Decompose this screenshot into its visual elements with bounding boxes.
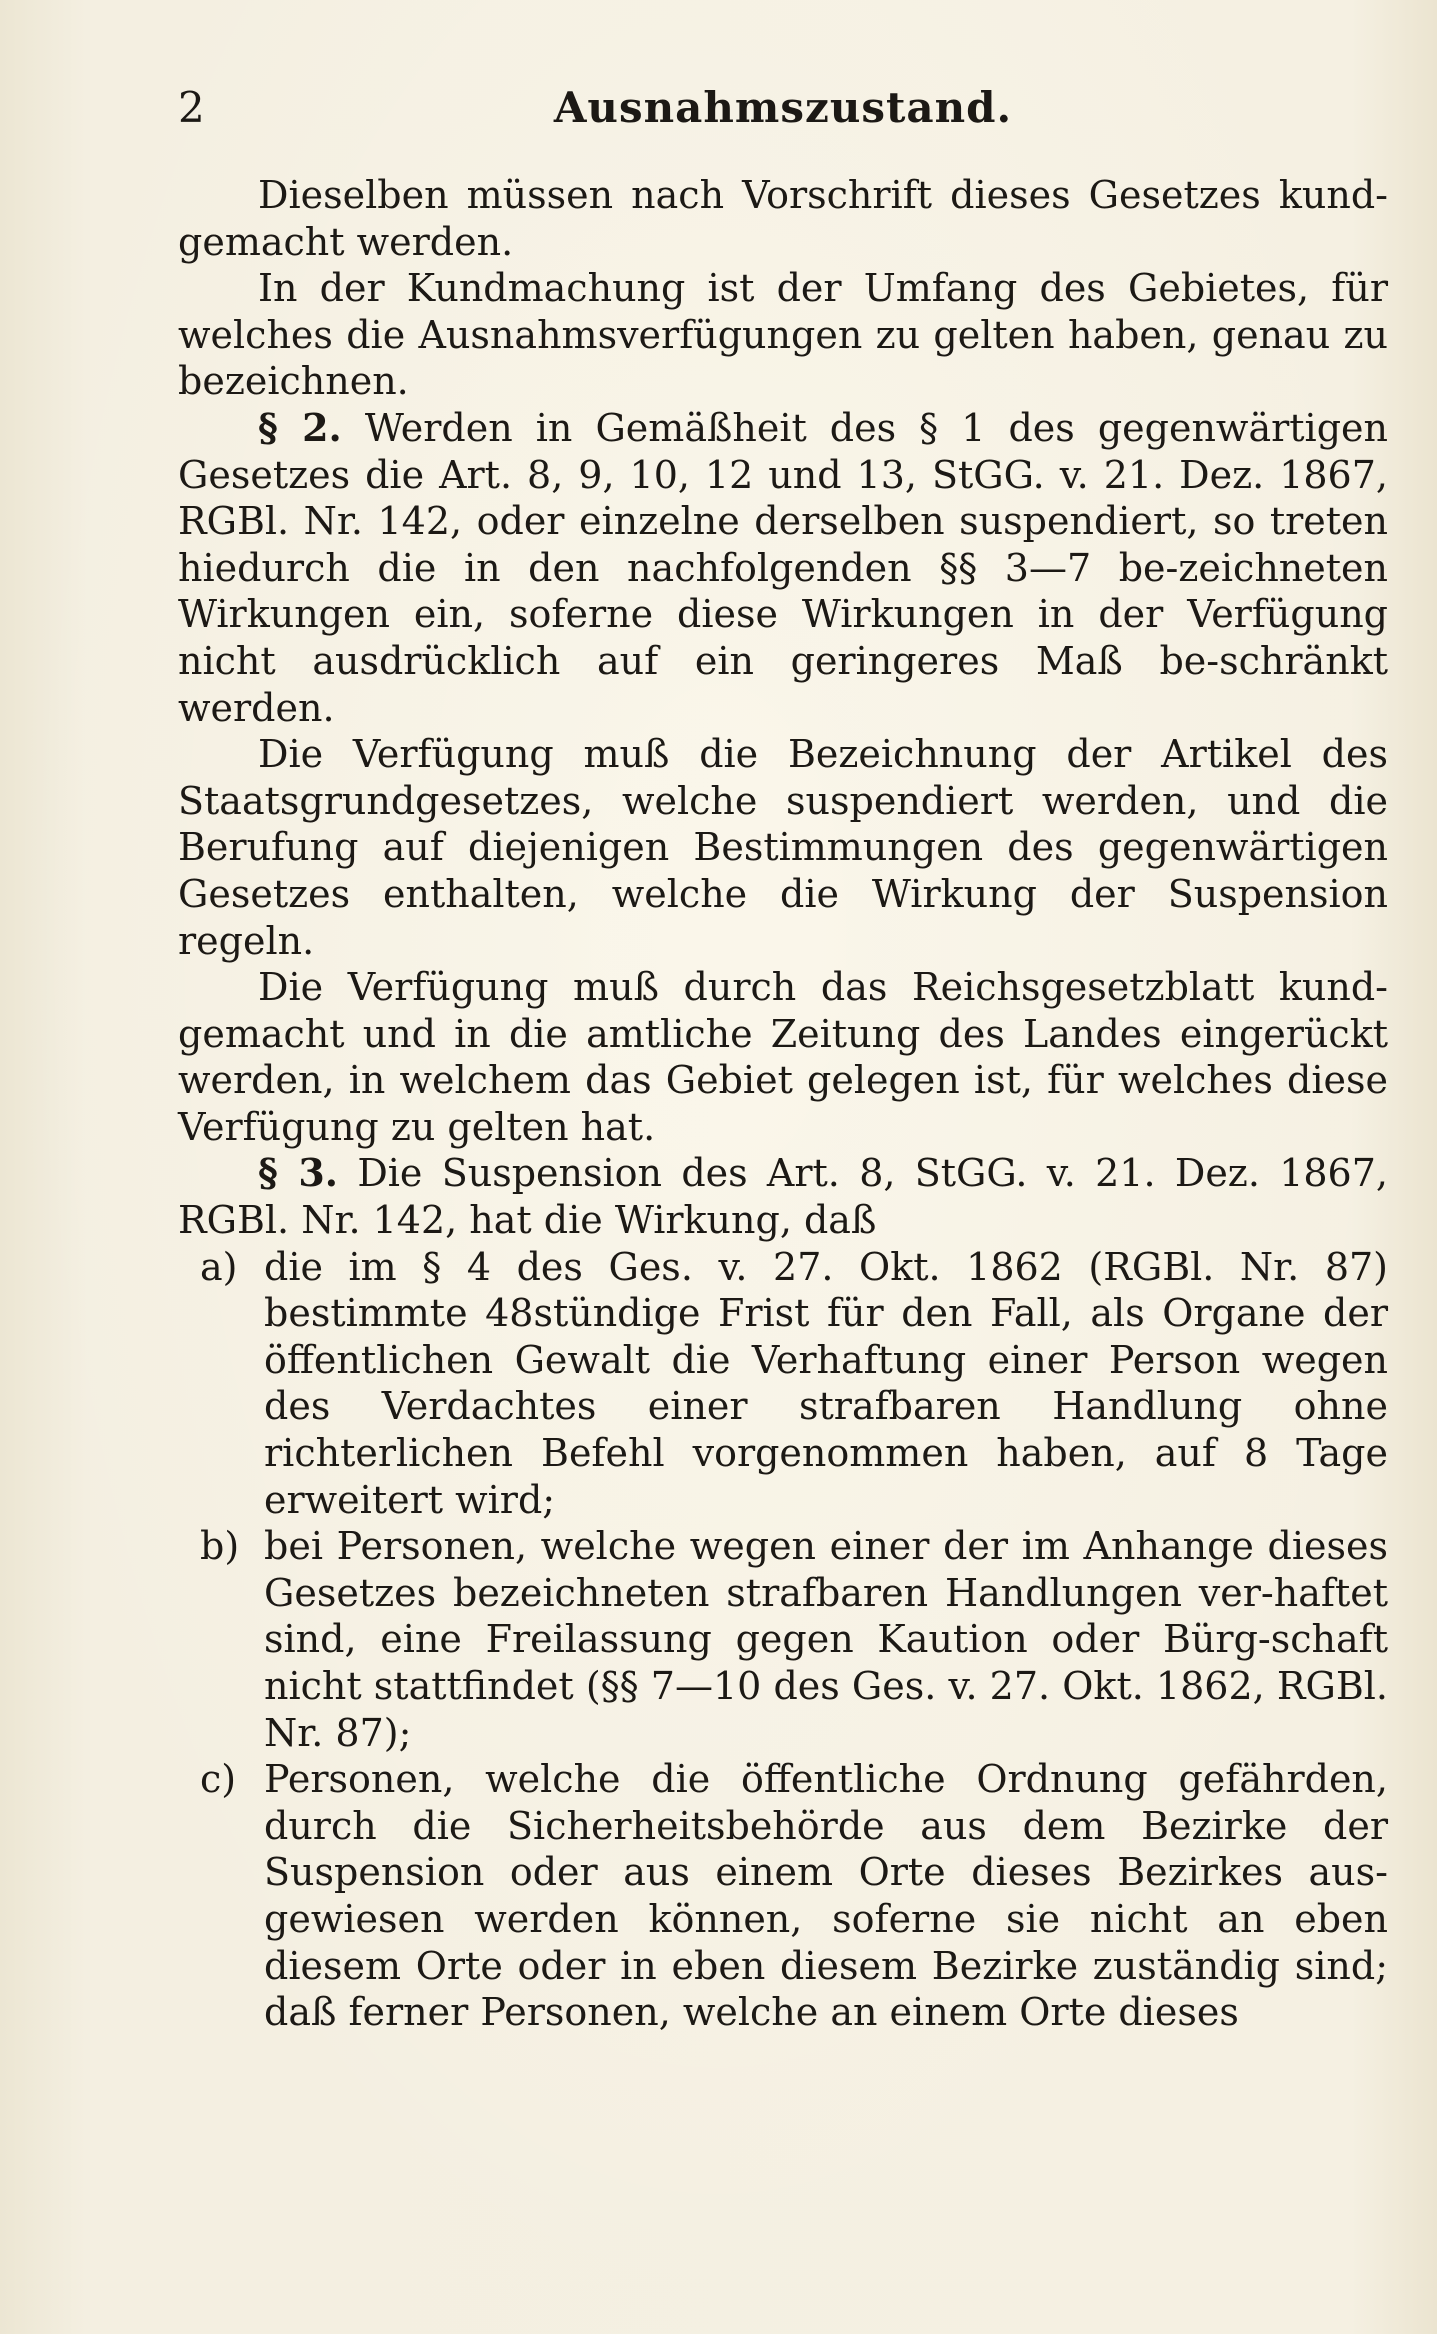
body-text bbox=[178, 172, 1388, 2036]
running-title: Ausnahmszustand. bbox=[553, 83, 1013, 132]
paragraph-2: In der Kundmachung ist der Umfang des Gebietes, für welches die Ausnahmsverfügungen zu gelten haben, genau zu bezeichnen. bbox=[178, 266, 1388, 404]
paragraph-1: Dieselben müssen nach Vorschrift dieses Gesetzes kund-gemacht werden. bbox=[178, 173, 1388, 264]
clause-list bbox=[178, 1244, 1388, 2036]
list-marker: a) bbox=[200, 1244, 238, 1289]
section-number: § 2. bbox=[258, 404, 342, 450]
list-item-text: Personen, welche die öffentliche Ordnung gefährden, durch die Sicherheitsbehörde aus dem Bezirke der Suspension oder aus einem Orte dieses Bezirkes aus-gewiesen werden können, soferne sie nicht an eben diesem Orte oder in eben diesem Bezirke zuständig sind; daß ferner Personen, welche an einem Orte dieses bbox=[264, 1757, 1388, 2035]
section-number: § 3. bbox=[258, 1150, 338, 1196]
paragraph-section-2 bbox=[178, 405, 1388, 731]
list-item-text: bei Personen, welche wegen einer der im Anhange dieses Gesetzes bezeichneten strafbaren Handlungen ver-haftet sind, eine Freilassung gegen Kaution oder Bürg-schaft nicht stattfindet (§§ 7—10 des Ges. v. 27. Okt. 1862, RGBl. Nr. 87); bbox=[264, 1524, 1388, 1755]
section-text: Die Suspension des Art. 8, StGG. v. 21. Dez. 1867, RGBl. Nr. 142, hat die Wirkung, daß bbox=[178, 1151, 1388, 1243]
section-text: Werden in Gemäßheit des § 1 des gegenwärtigen Gesetzes die Art. 8, 9, 10, 12 und 13, StGG. v. 21. Dez. 1867, RGBl. Nr. 142, oder einzelne derselben suspendiert, so treten hiedurch die in den nachfolgenden §§ 3—7 be-zeichneten Wirkungen ein, soferne diese Wirkungen in der Verfügung nicht ausdrücklich auf ein geringeres Maß be-schränkt werden. bbox=[178, 405, 1388, 730]
paragraph-4: Die Verfügung muß die Bezeichnung der Artikel des Staatsgrundgesetzes, welche suspendiert werden, und die Berufung auf diejenigen Bestimmungen des gegenwärtigen Gesetzes enthalten, welche die Wirkung der Suspension regeln. bbox=[178, 732, 1388, 963]
list-marker: b) bbox=[200, 1524, 240, 1569]
list-item bbox=[178, 1756, 1388, 2036]
page-number: 2 bbox=[178, 83, 205, 132]
list-item bbox=[178, 1523, 1388, 1756]
paragraph-5: Die Verfügung muß durch das Reichsgesetzblatt kund-gemacht und in die amtliche Zeitung des Landes eingerückt werden, in welchem das Gebiet gelegen ist, für welches diese Verfügung zu gelten hat. bbox=[178, 965, 1388, 1149]
paragraph-section-3 bbox=[178, 1150, 1388, 1243]
list-item bbox=[178, 1244, 1388, 1524]
list-item-text: die im § 4 des Ges. v. 27. Okt. 1862 (RGBl. Nr. 87) bestimmte 48stündige Frist für den Fall, als Organe der öffentlichen Gewalt die Verhaftung einer Person wegen des Verdachtes einer strafbaren Handlung ohne richterlichen Befehl vorgenommen haben, auf 8 Tage erweitert wird; bbox=[264, 1244, 1388, 1522]
page-header bbox=[178, 78, 1388, 138]
list-marker: c) bbox=[200, 1757, 237, 1802]
